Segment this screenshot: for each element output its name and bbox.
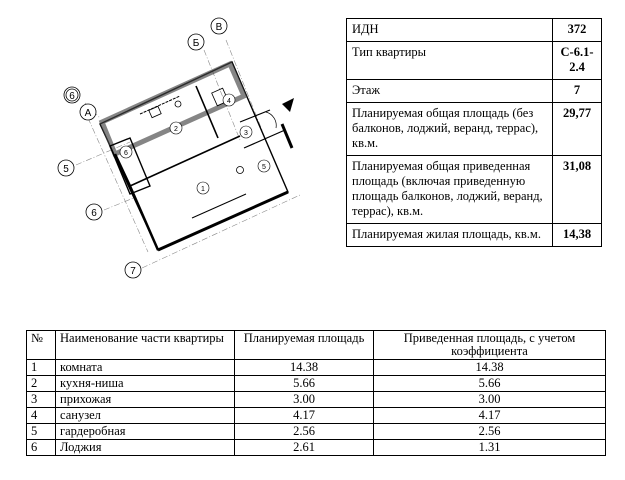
header-number: №: [27, 331, 56, 360]
info-row-type: [347, 42, 602, 80]
info-row-floor: [347, 80, 602, 103]
info-row-reduced-area: [347, 156, 602, 224]
row-reduced-area: 1.31: [374, 440, 606, 456]
info-value: 372: [553, 19, 602, 42]
row-reduced-area: 5.66: [374, 376, 606, 392]
sink: [175, 101, 181, 107]
axis-line-6: [104, 197, 136, 210]
row-number: 4: [27, 408, 56, 424]
table-row: [27, 408, 606, 424]
info-label: ИДН: [347, 19, 553, 42]
row-area: 5.66: [235, 376, 374, 392]
room-number: 2: [174, 126, 178, 133]
header-name: Наименование части квартиры: [56, 331, 235, 360]
row-name: Лоджия: [56, 440, 235, 456]
axis-label: Б: [192, 38, 200, 49]
partition-bath: [196, 86, 218, 138]
row-number: 1: [27, 360, 56, 376]
axis-label: 5: [63, 164, 69, 175]
row-reduced-area: 2.56: [374, 424, 606, 440]
rooms-table: [26, 330, 606, 456]
room-number: 4: [227, 98, 231, 105]
header-reduced-area: Приведенная площадь, с учетом коэффициента: [374, 331, 606, 360]
info-row-idn: [347, 19, 602, 42]
row-area: 3.00: [235, 392, 374, 408]
row-number: 3: [27, 392, 56, 408]
row-reduced-area: 14.38: [374, 360, 606, 376]
info-label: Планируемая общая площадь (без балконов, лоджий, веранд, террас), кв.м.: [347, 103, 553, 156]
row-reduced-area: 4.17: [374, 408, 606, 424]
row-area: 2.56: [235, 424, 374, 440]
row-number: 6: [27, 440, 56, 456]
axis-label: А: [84, 108, 92, 119]
info-label: Тип квартиры: [347, 42, 553, 80]
axis-label: В: [215, 22, 223, 33]
row-name: прихожая: [56, 392, 235, 408]
room-number: 1: [201, 186, 205, 193]
info-value: 7: [553, 80, 602, 103]
axis-label: 6: [91, 208, 97, 219]
room-number: 5: [262, 164, 266, 171]
row-name: комната: [56, 360, 235, 376]
axis-line-v: [226, 40, 262, 130]
entrance-door-arc: [266, 112, 276, 128]
axis-line-7: [142, 195, 300, 268]
info-value: 14,38: [553, 224, 602, 247]
info-label: Планируемая общая приведенная площадь (включая приведенную площадь балконов, лоджий, веранд, террас), кв.м.: [347, 156, 553, 224]
entrance-wall: [282, 124, 292, 148]
row-name: гардеробная: [56, 424, 235, 440]
entrance-arrow-icon: [282, 98, 294, 112]
table-row: [27, 376, 606, 392]
row-area: 4.17: [235, 408, 374, 424]
axis-label: 7: [130, 266, 136, 277]
table-row: [27, 424, 606, 440]
info-value: С-6.1-2.4: [553, 42, 602, 80]
floor-plan: [0, 0, 330, 300]
axis-label: 6: [69, 91, 75, 102]
info-row-living-area: [347, 224, 602, 247]
room-number: 6: [124, 150, 128, 157]
row-area: 14.38: [235, 360, 374, 376]
info-label: Этаж: [347, 80, 553, 103]
axis-line-a: [88, 118, 148, 252]
south-wall: [158, 192, 288, 250]
row-name: санузел: [56, 408, 235, 424]
row-number: 5: [27, 424, 56, 440]
header-area: Планируемая площадь: [235, 331, 374, 360]
toilet: [237, 167, 244, 174]
apartment-info-table: [346, 18, 602, 247]
row-name: кухня-ниша: [56, 376, 235, 392]
info-value: 31,08: [553, 156, 602, 224]
table-header-row: [27, 331, 606, 360]
stove: [149, 106, 161, 117]
row-number: 2: [27, 376, 56, 392]
info-label: Планируемая жилая площадь, кв.м.: [347, 224, 553, 247]
table-row: [27, 392, 606, 408]
info-row-total-area: [347, 103, 602, 156]
row-area: 2.61: [235, 440, 374, 456]
table-row: [27, 440, 606, 456]
row-reduced-area: 3.00: [374, 392, 606, 408]
room-number: 3: [244, 130, 248, 137]
info-value: 29,77: [553, 103, 602, 156]
west-wall: [115, 154, 158, 250]
table-row: [27, 360, 606, 376]
axis-line-b: [204, 50, 240, 140]
